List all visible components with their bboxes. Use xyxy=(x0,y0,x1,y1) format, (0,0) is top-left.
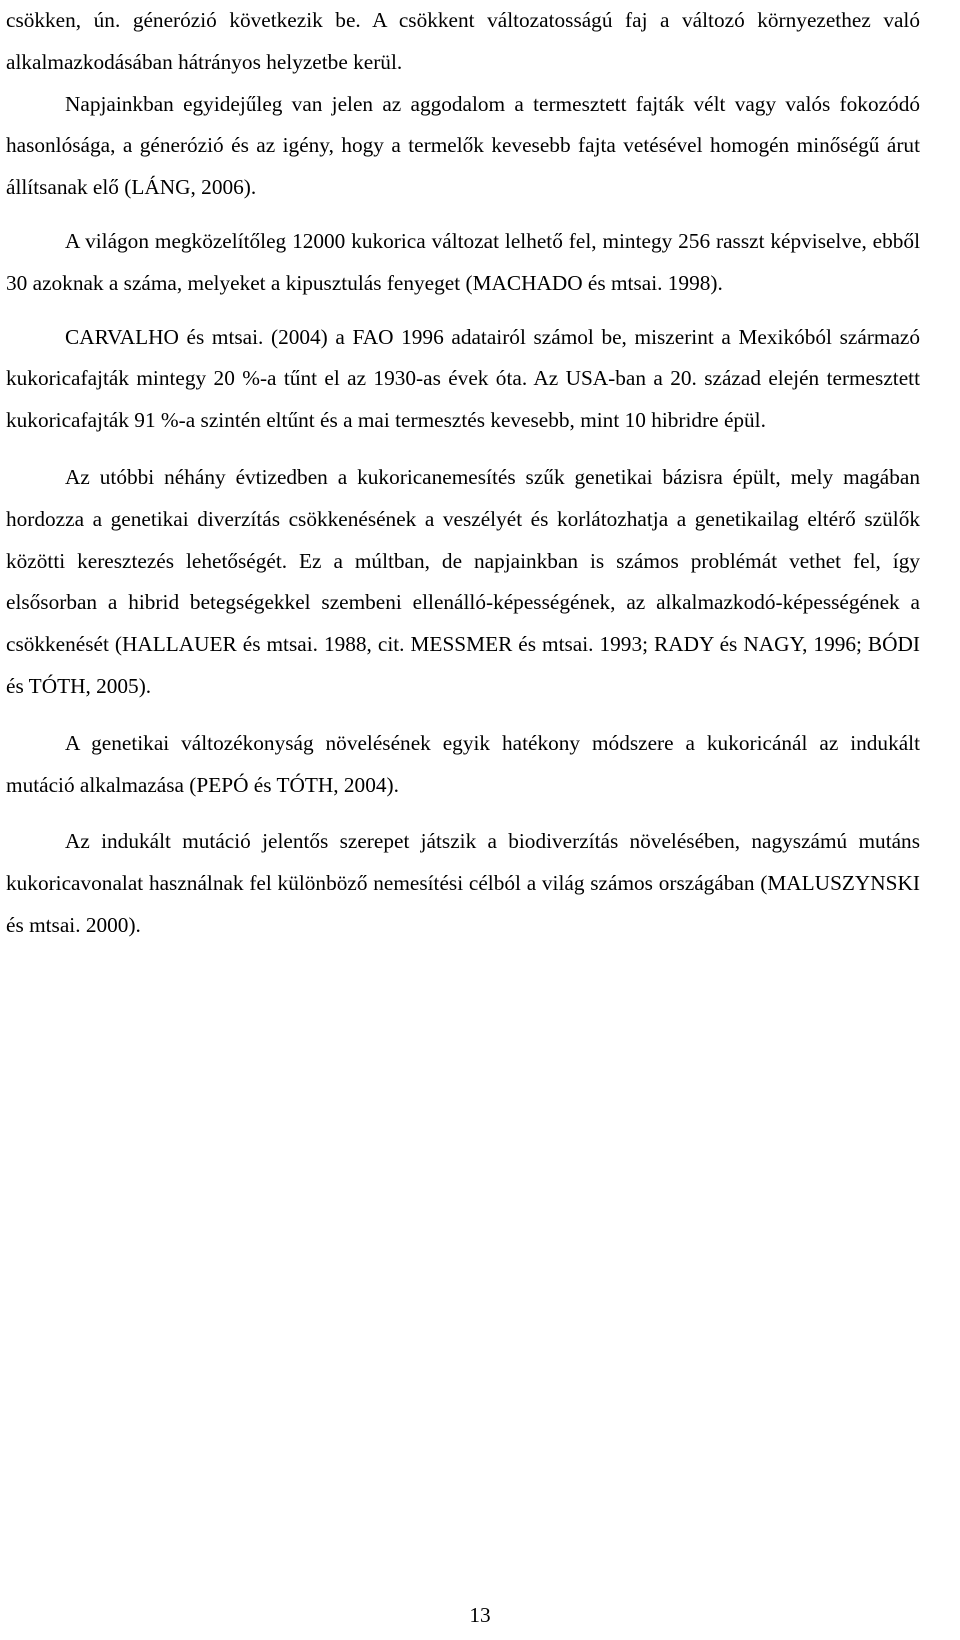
paragraph-continuation: csökken, ún. génerózió következik be. A csökkent változatosságú faj a változó környezethez való alkalmazkodásában hátrányos helyzetbe kerül. xyxy=(6,8,920,74)
document-page xyxy=(6,0,920,947)
paragraph-carvalho: CARVALHO és mtsai. (2004) a FAO 1996 adatairól számol be, miszerint a Mexikóból származó kukoricafajták mintegy 20 %-a tűnt el az 1930-as évek óta. Az USA-ban a 20. század elején termesztett kukoricafajták 91 %-a szintén eltűnt és a mai termesztés kevesebb, mint 10 hibridre épül. xyxy=(6,324,920,433)
paragraph-narrow-genetic-base: Az utóbbi néhány évtizedben a kukoricanemesítés szűk genetikai bázisra épült, mely magában hordozza a genetikai diverzítás csökkenésének a veszélyét és korlátozhatja a genetikailag eltérő szülők közötti keresztezés lehetőségét. Ez a múltban, de napjainkban is számos problémát vethet fel, így elsősorban a hibrid betegségekkel szembeni ellenálló-képességének, az alkalmazkodó-képességének a csökkenését (HALLAUER és mtsai. 1988, cit. MESSMER és mtsai. 1993; RADY és NAGY, 1996; BÓDI és TÓTH, 2005). xyxy=(6,464,920,698)
paragraph-induced-mutation-role: Az indukált mutáció jelentős szerepet játszik a biodiverzítás növelésében, nagyszámú mutáns kukoricavonalat használnak fel különböző nemesítési célból a világ számos országában (MALUSZYNSKI és mtsai. 2000). xyxy=(6,829,920,937)
paragraph-maize-varieties: A világon megközelítőleg 12000 kukorica változat lelhető fel, mintegy 256 rasszt képviselve, ebből 30 azoknak a száma, melyeket a kipusztulás fenyeget (MACHADO és mtsai. 1998). xyxy=(6,228,920,295)
paragraph-induced-mutation-method: A genetikai változékonyság növelésének egyik hatékony módszere a kukoricánál az indukált mutáció alkalmazása (PEPÓ és TÓTH, 2004). xyxy=(6,730,920,797)
page-number: 13 xyxy=(469,1603,491,1627)
paragraph-generosion-concern: Napjainkban egyidejűleg van jelen az aggodalom a termesztett fajták vélt vagy valós fokozódó hasonlósága, a génerózió és az igény, hogy a termelők kevesebb fajta vetésével homogén minőségű árut állítsanak elő (LÁNG, 2006). xyxy=(6,91,920,200)
